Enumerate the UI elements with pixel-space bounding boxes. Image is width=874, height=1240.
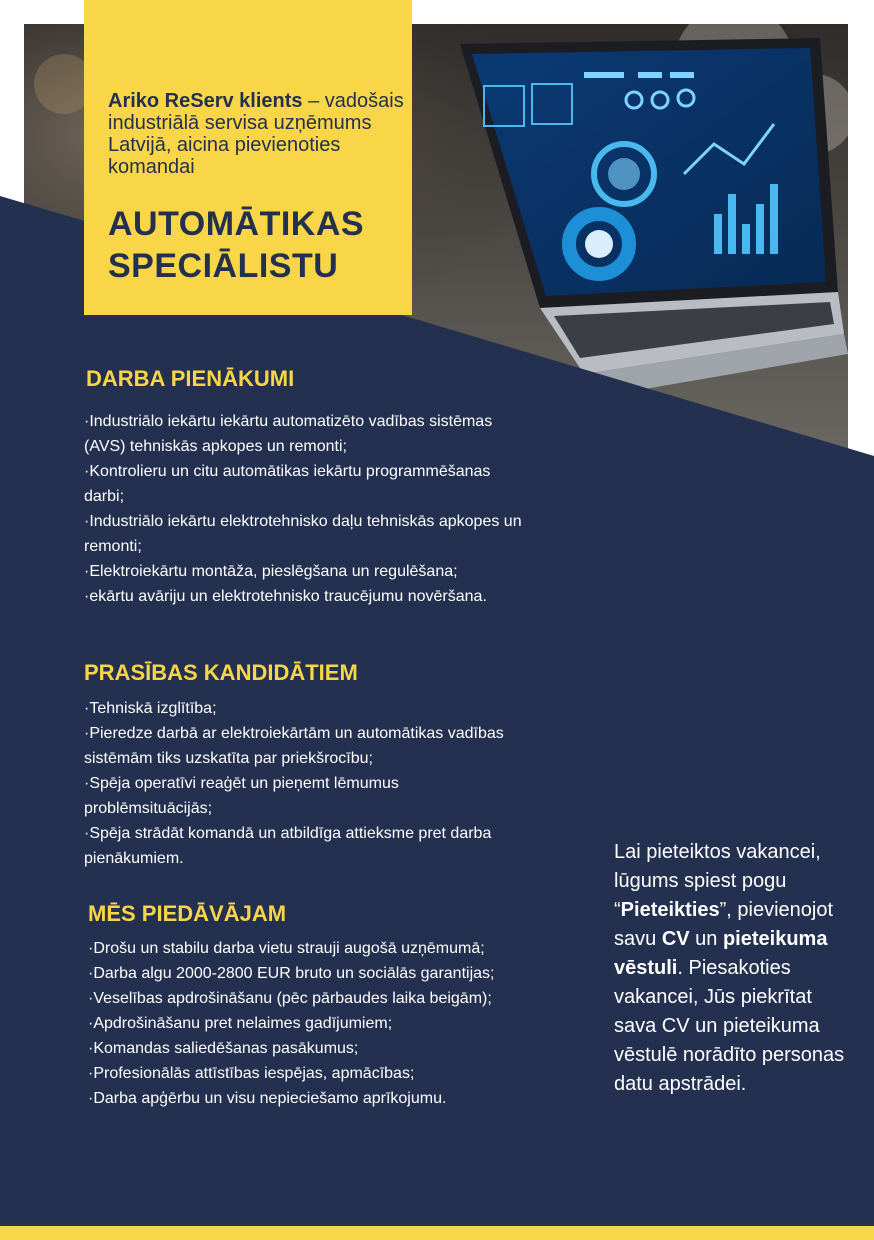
- apply-text-4: . Piesakoties vakancei, Jūs piekrītat sava CV un pieteikuma vēstulē norādīto personas datu apstrādei.: [614, 957, 845, 1095]
- list-item: ·Industriālo iekārtu elektrotehnisko daļu tehniskās apkopes un remonti;: [84, 513, 522, 555]
- list-item: ·Darba algu 2000-2800 EUR bruto un sociālās garantijas;: [88, 965, 495, 982]
- apply-text-2: ”, pievienojot savu: [614, 899, 834, 950]
- list-item: ·Pieredze darbā ar elektroiekārtām un automātikas vadības sistēmām tiks uzskatīta par priekšrocību;: [84, 725, 504, 767]
- offer-title: MĒS PIEDĀVĀJAM: [88, 901, 287, 926]
- company-name: Ariko ReServ klients: [108, 90, 303, 112]
- list-item: ·Drošu un stabilu darba vietu strauji augošā uzņēmumā;: [88, 940, 485, 957]
- list-item: ·Komandas saliedēšanas pasākumus;: [88, 1040, 359, 1057]
- requirements-title: PRASĪBAS KANDIDĀTIEM: [84, 660, 358, 685]
- job-title-line2: SPECIĀLISTU: [108, 247, 339, 285]
- bottom-bar: [0, 1226, 874, 1240]
- job-title: [108, 203, 408, 287]
- apply-text-1: Lai pieteiktos vakancei, lūgums spiest pogu “: [614, 841, 821, 921]
- list-item: ·Apdrošināšanu pret nelaimes gadījumiem;: [88, 1015, 393, 1032]
- apply-letter: pieteikuma vēstuli: [614, 928, 828, 979]
- list-item: ·ekārtu avāriju un elektrotehnisko traucējumu novēršana.: [84, 588, 487, 605]
- duties-list: [84, 409, 524, 609]
- list-item: ·Veselības apdrošināšanu (pēc pārbaudes laika beigām);: [88, 990, 492, 1007]
- apply-text-3: un: [689, 928, 723, 950]
- apply-button-word: Pieteikties: [620, 899, 720, 921]
- duties-title: DARBA PIENĀKUMI: [86, 366, 295, 391]
- list-item: ·Industriālo iekārtu iekārtu automatizēto vadības sistēmas (AVS) tehniskās apkopes un remonti;: [84, 413, 493, 455]
- job-title-line1: AUTOMĀTIKAS: [108, 205, 365, 243]
- list-item: ·Spēja strādāt komandā un atbildīga attieksme pret darba pienākumiem.: [84, 825, 492, 867]
- intro-text: [108, 90, 408, 178]
- apply-instructions: [614, 838, 854, 1099]
- list-item: ·Elektroiekārtu montāža, pieslēgšana un regulēšana;: [84, 563, 458, 580]
- list-item: ·Profesionālās attīstības iespējas, apmācības;: [88, 1065, 415, 1082]
- apply-cv: CV: [661, 928, 690, 950]
- list-item: ·Kontrolieru un citu automātikas iekārtu programmēšanas darbi;: [84, 463, 491, 505]
- offer-list: [88, 936, 518, 1111]
- requirements-list: [84, 696, 524, 871]
- list-item: ·Spēja operatīvi reaģēt un pieņemt lēmumus problēmsituācijās;: [84, 775, 399, 817]
- list-item: ·Tehniskā izglītība;: [84, 700, 217, 717]
- intro-rest: – vadošais industriālā servisa uzņēmums Latvijā, aicina pievienoties komandai: [108, 90, 404, 178]
- list-item: ·Darba apģērbu un visu nepieciešamo aprīkojumu.: [88, 1090, 447, 1107]
